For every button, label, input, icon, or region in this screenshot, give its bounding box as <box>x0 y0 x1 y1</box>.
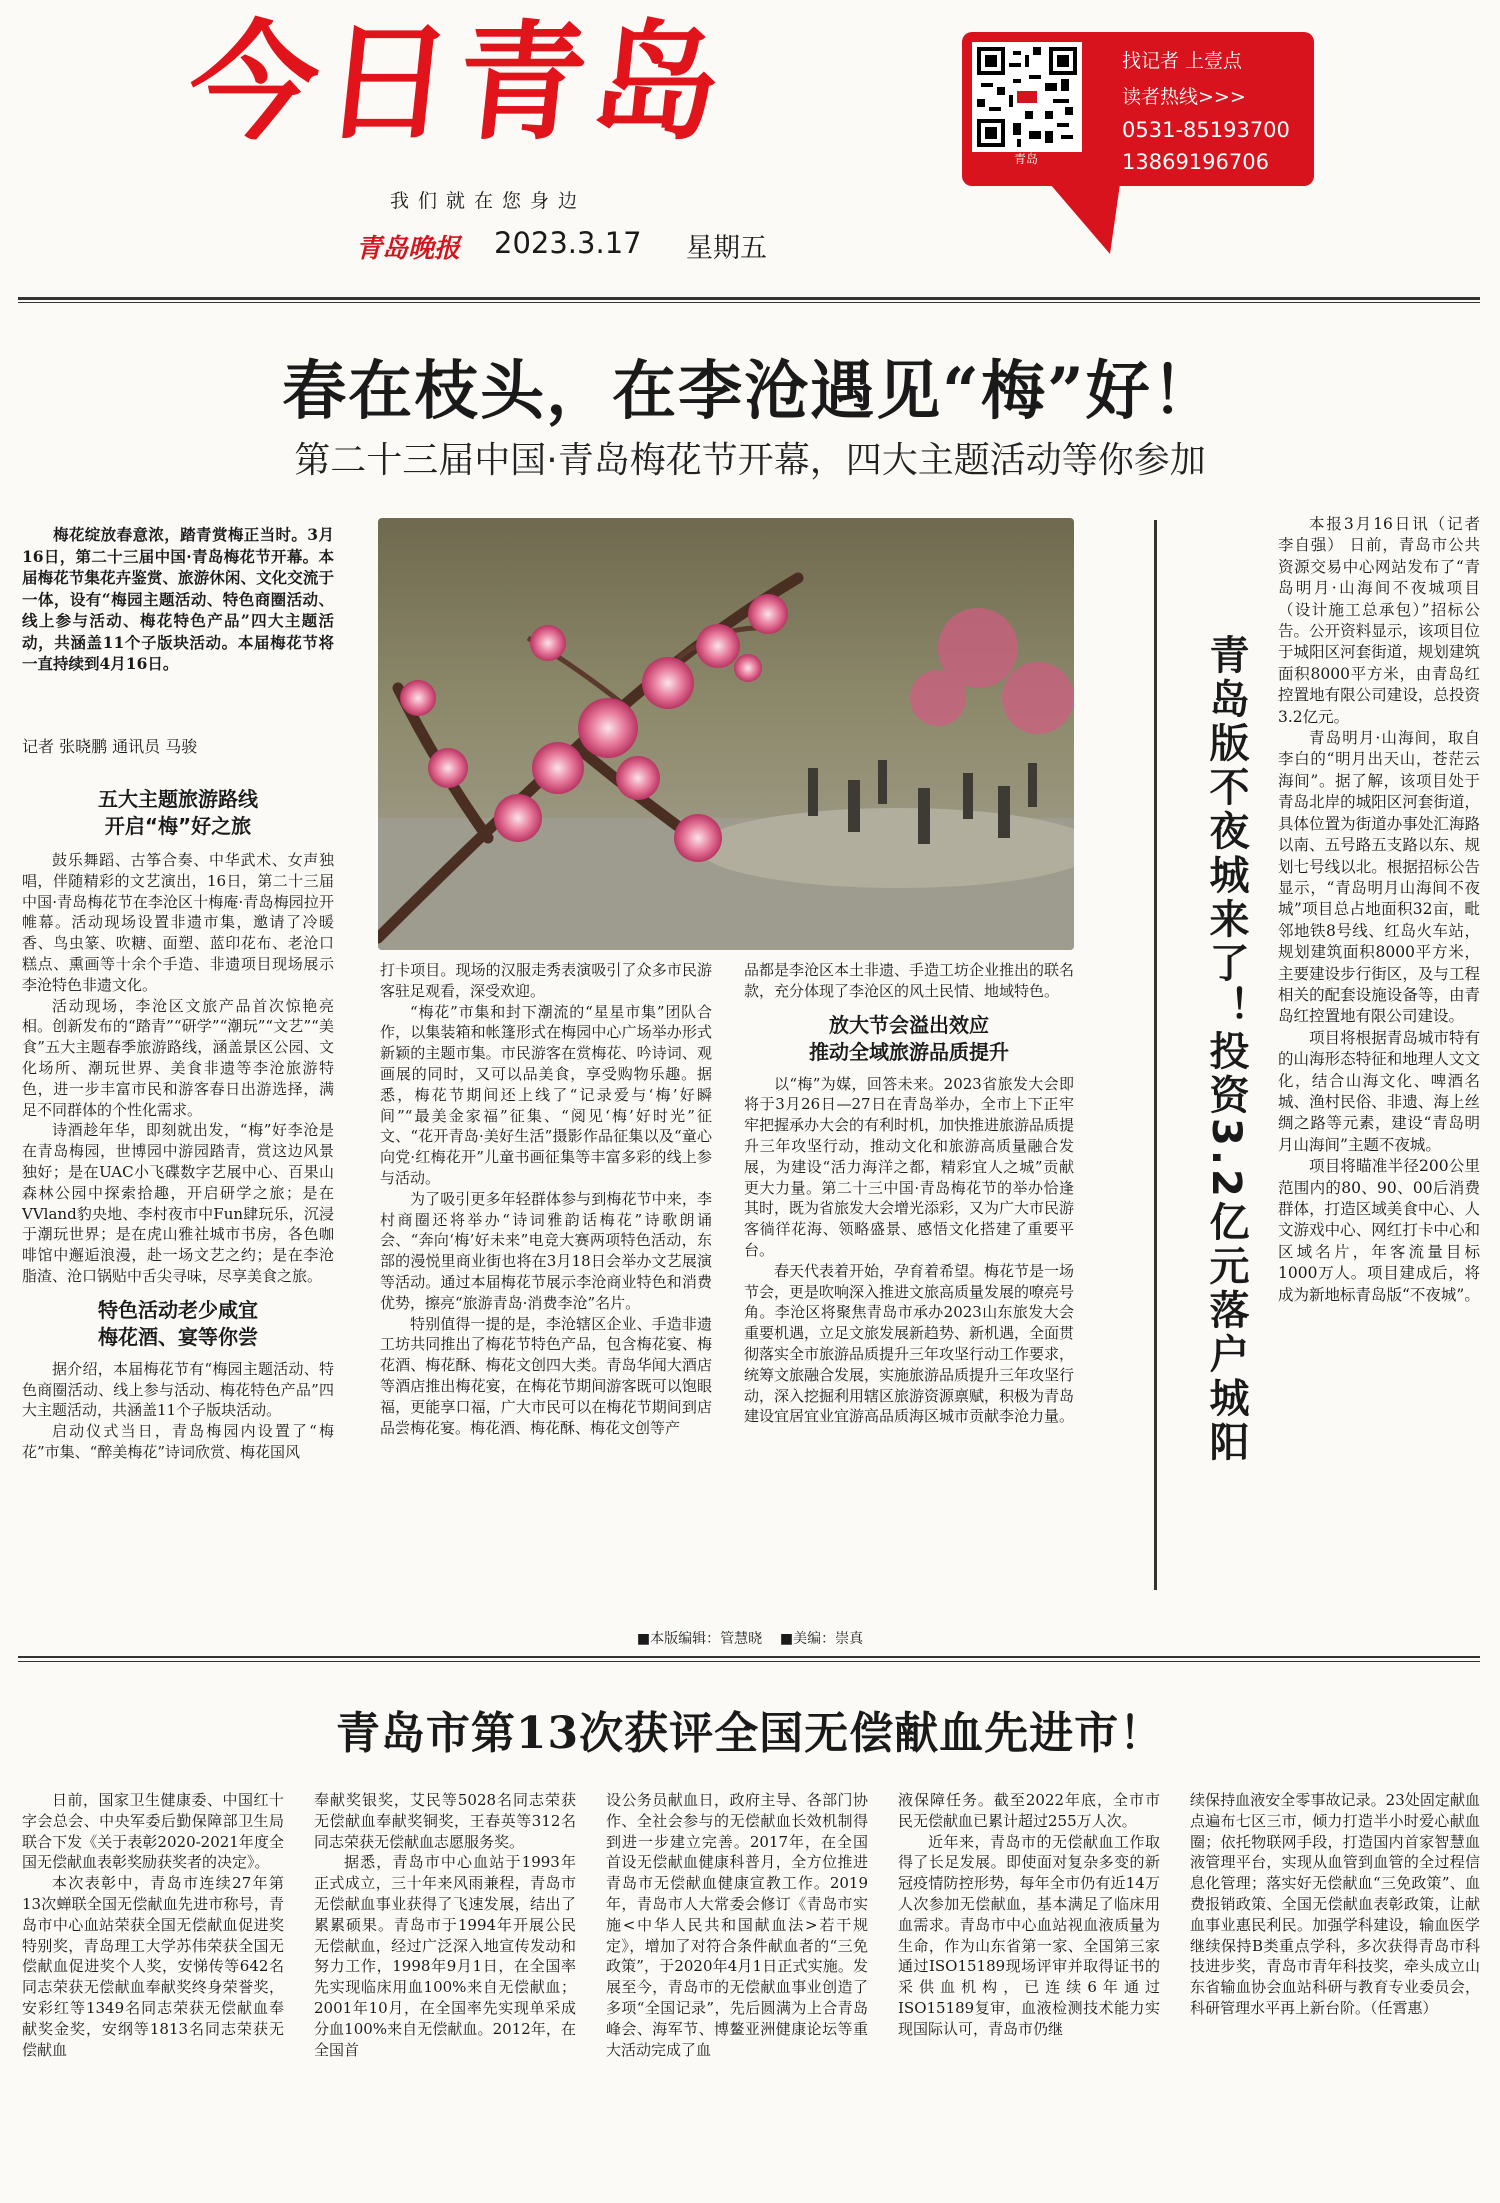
masthead-divider-thin <box>18 302 1480 303</box>
issue-date: 2023.3.17 <box>494 226 642 260</box>
lead-column-3 <box>744 960 1074 1427</box>
blood-column-2 <box>314 1790 576 2060</box>
side-headline: 青岛版不夜城来了！投资3.2亿元落户城阳 <box>1203 634 1249 1465</box>
masthead-slogan: 我们就在您身边 <box>390 190 587 212</box>
section-title-activities: 特色活动老少咸宜 梅花酒、宴等你尝 <box>98 1297 258 1349</box>
editor-credit: ■本版编辑：管慧晓 <box>636 1631 763 1647</box>
lead-subheadline: 第二十三届中国·青岛梅花节开幕，四大主题活动等你参加 <box>294 440 1206 481</box>
editor-credits <box>0 1628 1500 1648</box>
newspaper-brand: 青岛晚报 <box>356 234 461 264</box>
paragraph: 本报3月16日讯（记者 李自强） 日前，青岛市公共资源交易中心网站发布了“青岛明月·山海间不夜城项目（设计施工总承包）”招标公告。公开资料显示，该项目位于城阳区河套街道，规划建筑面积8000平方米，由青岛红控置地有限公司建设，总投资3.2亿元。 <box>1278 515 1480 726</box>
section-title-effect: 放大节会溢出效应 推动全域旅游品质提升 <box>809 1012 1009 1064</box>
paragraph: 为了吸引更多年轻群体参与到梅花节中来，李村商圈还将举办“诗词雅韵话梅花”诗歌朗诵会、“奔向‘梅’好未来”电竞大赛两项特色活动，东部的漫悦里商业街也将在3月18日会举办文艺展演等活动。通过本届梅花节展示李沧商业特色和消费优势，擦亮“旅游青岛·消费李沧”名片。 <box>380 1189 712 1312</box>
paragraph: 本次表彰中，青岛市连续27年第13次蝉联全国无偿献血先进市称号，青岛市中心血站荣获全国无偿献血促进奖特别奖，青岛理工大学苏伟荣获全国无偿献血促进奖个人奖，安悌传等642名同志荣获无偿献血奉献奖终身荣誉奖，安彩红等1349名同志荣获无偿献血奉献奖金奖，安纲等1813名同志荣获无偿献血 <box>22 1874 284 2059</box>
lead-headline: 春在枝头，在李沧遇见“梅”好！ <box>282 354 1218 429</box>
side-story-body <box>1278 514 1480 1306</box>
paragraph: 春天代表着开始，孕育着希望。梅花节是一场节会，更是吹响深入推进文旅高质量发展的嘹亮号角。李沧区将聚焦青岛市承办2023山东旅发大会重要机遇，立足文旅发展新趋势、新机遇，全面贯彻落实全市旅游品质提升三年攻坚行动工作要求，统筹文旅融合发展，实施旅游品质提升三年攻坚行动，深入挖掘利用辖区旅游资源禀赋，积极为青岛建设宜居宜业宜游高品质海区城市贡献李沧力量。 <box>744 1261 1075 1426</box>
contact-phone-1: 0531-85193700 <box>1122 118 1290 142</box>
activities-body <box>22 1359 334 1463</box>
paragraph: 打卡项目。现场的汉服走秀表演吸引了众多市民游客驻足观看，深受欢迎。 <box>380 961 712 1000</box>
paragraph: 据介绍，本届梅花节有“梅园主题活动、特色商圈活动、线上参与活动、梅花特色产品”四大主题活动，共涵盖11个子版块活动。 <box>22 1359 334 1420</box>
issue-weekday: 星期五 <box>686 233 767 264</box>
paragraph: “梅花”市集和封下潮流的“星星市集”团队合作，以集装箱和帐篷形式在梅园中心广场举办形式新颖的主题市集。市民游客在赏梅花、吟诗词、观画展的同时，又可以品美食，享受购物乐趣。据悉，梅花节期间还上线了“记录爱与‘梅’好瞬间”“最美金家福”征集、“阅见‘梅’好时光”征文、“花开青岛·美好生活”摄影作品征集以及“童心向党·红梅花开”儿童书画征集等丰富多彩的线上参与活动。 <box>380 1002 712 1187</box>
blood-column-4 <box>898 1790 1160 2040</box>
paragraph: 设公务员献血日，政府主导、各部门协作、全社会参与的无偿献血长效机制得到进一步建立完善。2017年，在全国首设无偿献血健康科普月，全方位推进青岛市无偿献血健康宣教工作。2019年，青岛市人大常委会修订《青岛市实施<中华人民共和国献血法>若干规定》，增加了对符合条件献血者的“三免政策”，于2020年4月1日正式实施。发展至今，青岛市的无偿献血事业创造了多项“全国记录”，先后圆满为上合青岛峰会、海军节、博鳌亚洲健康论坛等重大活动完成了血 <box>606 1791 868 2059</box>
masthead-title: 今日青岛 <box>182 9 734 158</box>
contact-hotline-label: 读者热线>>> <box>1122 86 1246 108</box>
paragraph: 鼓乐舞蹈、古筝合奏、中华武术、女声独唱，伴随精彩的文艺演出，16日，第二十三届中国·青岛梅花节在李沧区十梅庵·青岛梅园拉开帷幕。活动现场设置非遗市集，邀请了冷暖香、鸟虫篆、吹糖、面塑、蓝印花布、老沧口糕点、熏画等十余个手造、非遗项目现场展示李沧特色非遗文化。 <box>22 851 334 994</box>
contact-phone-2: 13869196706 <box>1122 150 1269 174</box>
effect-body <box>744 1074 1074 1428</box>
paragraph: 活动现场，李沧区文旅产品首次惊艳亮相。创新发布的“踏青”“研学”“潮玩”“文艺”“美食”五大主题春季旅游路线，涵盖景区公园、文化场所、潮玩世界、美食非遗等李沧旅游特色，进一步丰富市民和游客春日出游选择，满足不同群体的个性化需求。 <box>22 996 334 1119</box>
paragraph: 项目将根据青岛城市特有的山海形态特征和地理人文文化，结合山海文化、啤酒名城、渔村民俗、非遗、海上丝绸之路等元素，建设“青岛明月山海间”主题不夜城。 <box>1278 1028 1480 1154</box>
paragraph: 诗酒趁年华，即刻就出发，“梅”好李沧是在青岛梅园，世博园中游园踏青，赏这边风景独好；是在UAC小飞碟数字艺展中心、百果山森林公园中探索拾趣，开启研学之旅；是在VVland豹央地、李村夜市中Fun肆玩乐，沉浸于潮玩世界；是在虎山雅社城市书房，各色咖啡馆中邂逅浪漫，赴一场文艺之约；是在李沧脂渣、沧口锅贴中舌尖寻味，尽享美食之旅。 <box>22 1121 334 1285</box>
paragraph: 液保障任务。截至2022年底，全市市民无偿献血已累计超过255万人次。 <box>898 1791 1160 1830</box>
paragraph: 据悉，青岛市中心血站于1993年正式成立，三十年来风雨兼程，青岛市无偿献血事业获得了飞速发展，结出了累累硕果。青岛市于1994年开展公民无偿献血，经过广泛深入地宣传发动和努力工作，1998年9月1日，在全国率先实现临床用血100%来自无偿献血；2001年10月，在全国率先实现单采成分血100%来自无偿献血。2012年，在全国首 <box>314 1853 576 2059</box>
blood-column-5 <box>1190 1790 1480 2019</box>
paragraph: 项目将瞄准半径200公里范围内的80、90、00后消费群体，打造区域美食中心、人文游戏中心、网红打卡中心和区域名片，年客流量目标1000万人。项目建成后，将成为新地标青岛版“不夜城”。 <box>1278 1157 1480 1304</box>
paragraph: 奉献奖银奖，艾民等5028名同志荣获无偿献血奉献奖铜奖，王春英等312名同志荣获无偿献血志愿服务奖。 <box>314 1791 576 1851</box>
routes-body <box>22 850 334 1287</box>
section-divider <box>18 1656 1480 1658</box>
byline: 记者 张晓鹏 通讯员 马骏 <box>22 737 198 756</box>
qr-label: 青岛 <box>1013 152 1038 166</box>
lead-column-2 <box>380 960 712 1438</box>
plum-blossom-photo <box>378 518 1074 950</box>
side-divider <box>1154 520 1157 1590</box>
column-3-intro <box>744 960 1074 1002</box>
blood-column-1 <box>22 1790 284 2060</box>
paragraph: 特别值得一提的是，李沧辖区企业、手造非遗工坊共同推出了梅花节特色产品，包含梅花宴、梅花酒、梅花酥、梅花文创四大类。青岛华闻大酒店等酒店推出梅花宴，在梅花节期间游客既可以饱眼福，更能享口福，广大市民可以在梅花节期间到店品尝梅花宴。梅花酒、梅花酥、梅花文创等产 <box>380 1314 712 1437</box>
section-title-routes: 五大主题旅游路线 开启“梅”好之旅 <box>98 787 258 838</box>
paragraph: 以“梅”为媒，回答未来。2023省旅发大会即将于3月26日—27日在青岛举办，全市上下正牢牢把握承办大会的有利时机，加快推进旅游品质提升三年攻坚行动，推动文化和旅游高质量融合发展，为建设“活力海洋之都，精彩宜人之城”贡献更大力量。第二十三中国·青岛梅花节的举办恰逢其时，既为省旅发大会增光添彩，又为广大市民游客徜徉花海、领略盛景、感悟文化搭建了重要平台。 <box>744 1074 1075 1259</box>
contact-reporter: 找记者 上壹点 <box>1122 50 1243 72</box>
contact-box <box>962 32 1314 186</box>
paragraph: 启动仪式当日，青岛梅园内设置了“梅花”市集、“醉美梅花”诗词欣赏、梅花国风 <box>22 1422 334 1461</box>
paragraph: 近年来，青岛市的无偿献血工作取得了长足发展。即使面对复杂多变的新冠疫情防控形势，每年全市仍有近14万人次参加无偿献血，基本满足了临床用血需求。青岛市中心血站视血液质量为生命，作为山东省第一家、全国第三家通过ISO15189现场评审并取得证书的采供血机构，已连续6年通过ISO15189复审，血液检测技术能力实现国际认可，青岛市仍继 <box>898 1832 1160 2038</box>
paragraph: 续保持血液安全零事故记录。23处固定献血点遍布七区三市，倾力打造半小时爱心献血圈；依托物联网手段，打造国内首家智慧血液管理平台，实现从血管到血管的全过程信息化管理；落实好无偿献血“三免政策”、血费报销政策、全国无偿献血表彰政策，让献血事业惠民利民。加强学科建设，输血医学继续保持B类重点学科，多次获得青岛市科技进步奖，青岛市青年科技奖，牵头成立山东省输血协会血站科研与教育专业委员会，科研管理水平再上新台阶。（任霄惠） <box>1190 1791 1480 2017</box>
lead-column-1 <box>22 786 334 1463</box>
lead-paragraph: 梅花绽放春意浓，踏青赏梅正当时。3月16日，第二十三届中国·青岛梅花节开幕。本届梅花节集花卉鉴赏、旅游休闲、文化交流于一体，设有“梅园主题活动、特色商圈活动、线上参与活动、梅花特色产品”四大主题活动，共涵盖11个子版块活动。本届梅花节将一直持续到4月16日。 <box>22 525 334 673</box>
blood-column-3 <box>606 1790 868 2060</box>
paragraph: 青岛明月·山海间，取自李白的“明月出天山，苍茫云海间”。据了解，该项目处于青岛北岸的城阳区河套街道，具体位置为街道办事处汇海路以南、五号路五支路以东、规划七号线以北。根据招标公告显示，“青岛明月山海间不夜城”项目总占地面积32亩，毗邻地铁8号线、红岛火车站，规划建筑面积8000平方米，主要建设步行街区，及与工程相关的配套设施设备等，由青岛红控置地有限公司建设。 <box>1278 729 1480 1026</box>
paragraph: 品都是李沧区本土非遗、手造工坊企业推出的联名款，充分体现了李沧区的风土民情、地域特色。 <box>744 961 1075 1000</box>
designer-credit: ■美编：崇真 <box>779 1631 864 1647</box>
paragraph: 日前，国家卫生健康委、中国红十字会总会、中央军委后勤保障部卫生局联合下发《关于表彰2020-2021年度全国无偿献血表彰奖励获奖者的决定》。 <box>22 1791 284 1872</box>
section-divider-thin <box>18 1661 1480 1662</box>
second-headline: 青岛市第13次获评全国无偿献血先进市！ <box>335 1708 1165 1759</box>
contact-box-tail <box>1050 184 1120 254</box>
qr-code-icon[interactable] <box>972 42 1082 152</box>
masthead-divider <box>18 297 1480 300</box>
